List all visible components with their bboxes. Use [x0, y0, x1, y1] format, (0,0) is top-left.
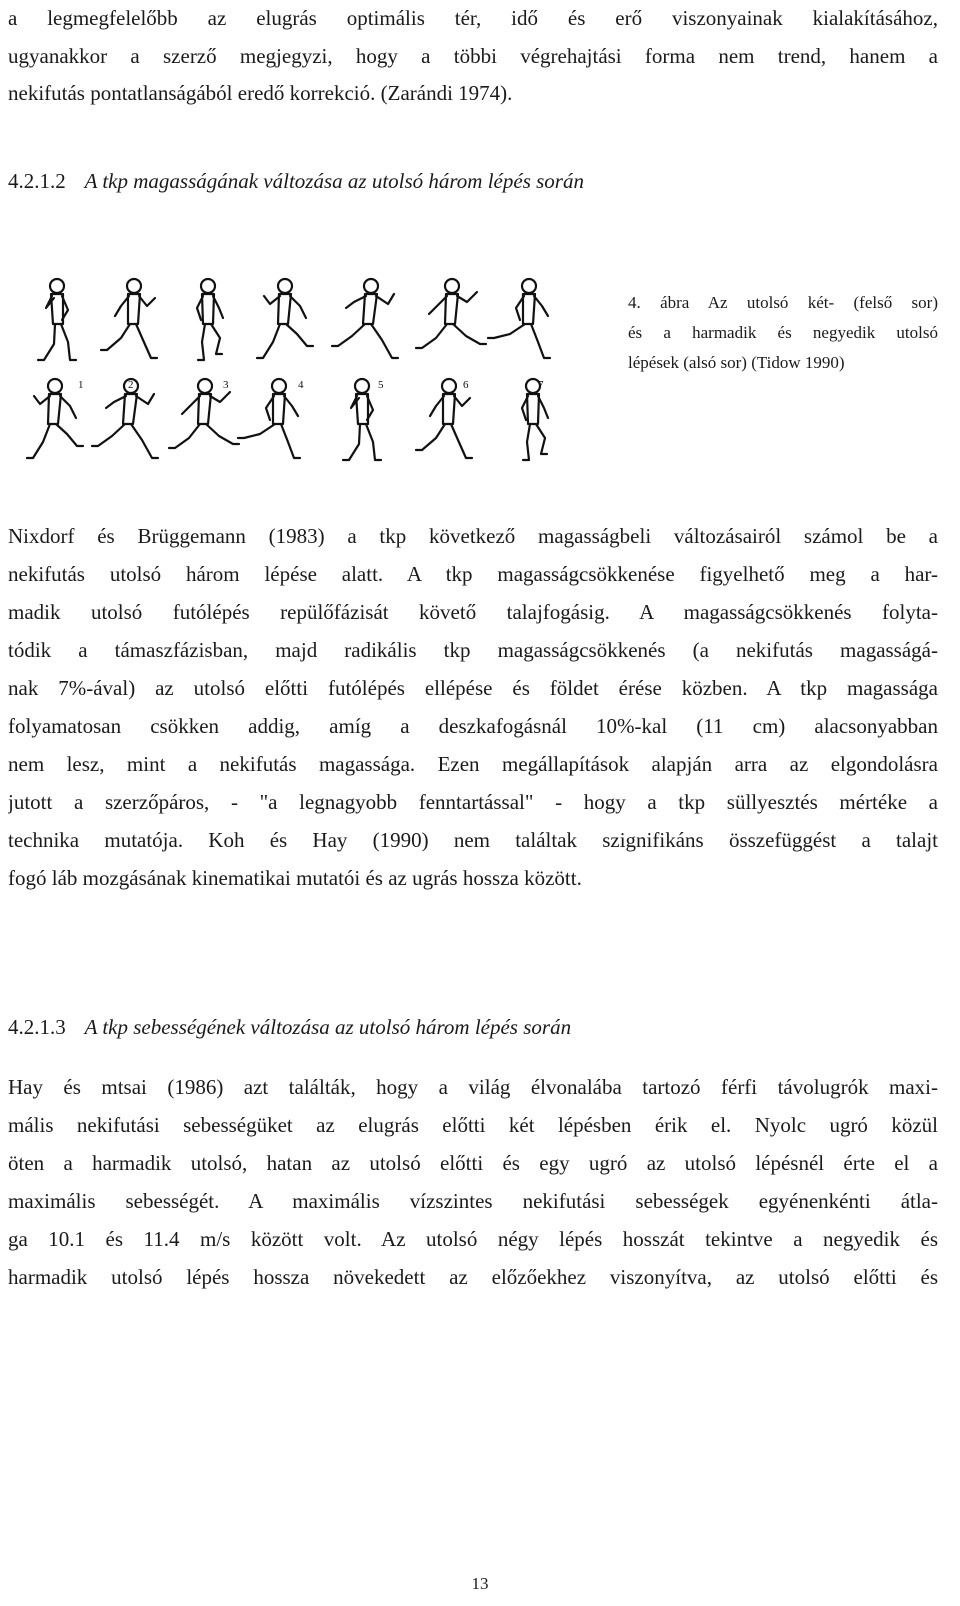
text-line: fogó láb mozgásának kinematikai mutatói és az ugrás hossza között.: [8, 866, 582, 890]
runner-sketch: [332, 279, 398, 358]
text-line: harmadik utolsó lépés hossza növekedett az előzőekhez viszonyítva, az utolsó előtti és: [8, 1265, 938, 1289]
runner-sketch: [522, 379, 548, 460]
runner-sketch: [488, 279, 550, 358]
section-title: A tkp sebességének változása az utolsó három lépés során: [84, 1015, 572, 1039]
frame-number: 5: [378, 379, 384, 391]
runner-sketch: [27, 379, 83, 458]
frame-number: 4: [298, 379, 304, 391]
text-line: nekifutás utolsó három lépése alatt. A tkp magasságcsökkenése figyelhető meg a har-: [8, 562, 938, 586]
runner-sketch: [197, 279, 223, 360]
runner-sketch: [101, 279, 157, 358]
section-title: A tkp magasságának változása az utolsó három lépés során: [84, 169, 584, 193]
page-number: 13: [471, 1574, 489, 1593]
runner-sketch: [257, 279, 313, 358]
frame-number: 7: [538, 379, 544, 391]
caption-line: és a harmadik és negyedik utolsó: [628, 323, 938, 342]
runner-sketch: [343, 379, 381, 460]
frame-number: 6: [463, 379, 469, 391]
text-line: Nixdorf és Brüggemann (1983) a tkp következő magasságbeli változásairól számol be a: [8, 524, 938, 548]
intro-paragraph: [8, 0, 938, 113]
section-number: 4.2.1.3: [8, 1015, 66, 1039]
frame-number: 2: [128, 379, 134, 391]
section-heading-height: [8, 166, 584, 196]
text-line: maximális sebességét. A maximális vízszintes nekifutási sebességek egyénenkénti átla-: [8, 1189, 938, 1213]
text-line: jutott a szerzőpáros, - "a legnagyobb fenntartással" - hogy a tkp süllyesztés mértéke a: [8, 790, 938, 814]
runner-sketch: [38, 279, 76, 360]
figure-caption: [628, 288, 938, 378]
frame-number: 3: [223, 379, 229, 391]
text-line: ga 10.1 és 11.4 m/s között volt. Az utolsó négy lépés hosszát tekintve a negyedik és: [8, 1227, 938, 1251]
section-number: 4.2.1.2: [8, 169, 66, 193]
body-paragraph: [8, 517, 938, 897]
runner-sketch: [169, 379, 239, 448]
text-line: Hay és mtsai (1986) azt találták, hogy a világ élvonalába tartozó férfi távolugrók maxi-: [8, 1075, 938, 1099]
frame-number: 1: [78, 379, 84, 391]
text-line: nekifutás pontatlanságából eredő korrekció. (Zarándi 1974).: [8, 81, 513, 105]
caption-line: 4. ábra Az utolsó két- (felső sor): [628, 293, 938, 312]
text-line: öten a harmadik utolsó, hatan az utolsó előtti és egy ugró az utolsó lépésnél érte el a: [8, 1151, 938, 1175]
text-line: mális nekifutási sebességüket az elugrás előtti két lépésben érik el. Nyolc ugró közül: [8, 1113, 938, 1137]
text-line: a legmegfelelőbb az elugrás optimális tér, idő és erő viszonyainak kialakításához,: [8, 6, 938, 30]
body-paragraph: [8, 1068, 938, 1296]
runner-sketch: [416, 279, 486, 348]
caption-line: lépések (alsó sor) (Tidow 1990): [628, 353, 845, 372]
text-line: nem lesz, mint a nekifutás magassága. Ezen megállapítások alapján arra az elgondolásra: [8, 752, 938, 776]
text-line: madik utolsó futólépés repülőfázisát követő talajfogásig. A magasságcsökkenés folyta-: [8, 600, 938, 624]
runner-sketch: [238, 379, 300, 458]
text-line: tódik a támaszfázisban, majd radikális tkp magasságcsökkenés (a nekifutás magasságá-: [8, 638, 938, 662]
section-heading-speed: [8, 1012, 571, 1042]
text-line: technika mutatója. Koh és Hay (1990) nem találtak szignifikáns összefüggést a talajt: [8, 828, 938, 852]
text-line: nak 7%-ával) az utolsó előtti futólépés ellépése és földet érése közben. A tkp magassága: [8, 676, 938, 700]
runner-sketch: [92, 379, 158, 458]
text-line: folyamatosan csökken addig, amíg a deszkafogásnál 10%-kal (11 cm) alacsonyabban: [8, 714, 938, 738]
runner-sequence-figure: [18, 266, 598, 476]
text-line: ugyanakkor a szerző megjegyzi, hogy a többi végrehajtási forma nem trend, hanem a: [8, 43, 938, 68]
